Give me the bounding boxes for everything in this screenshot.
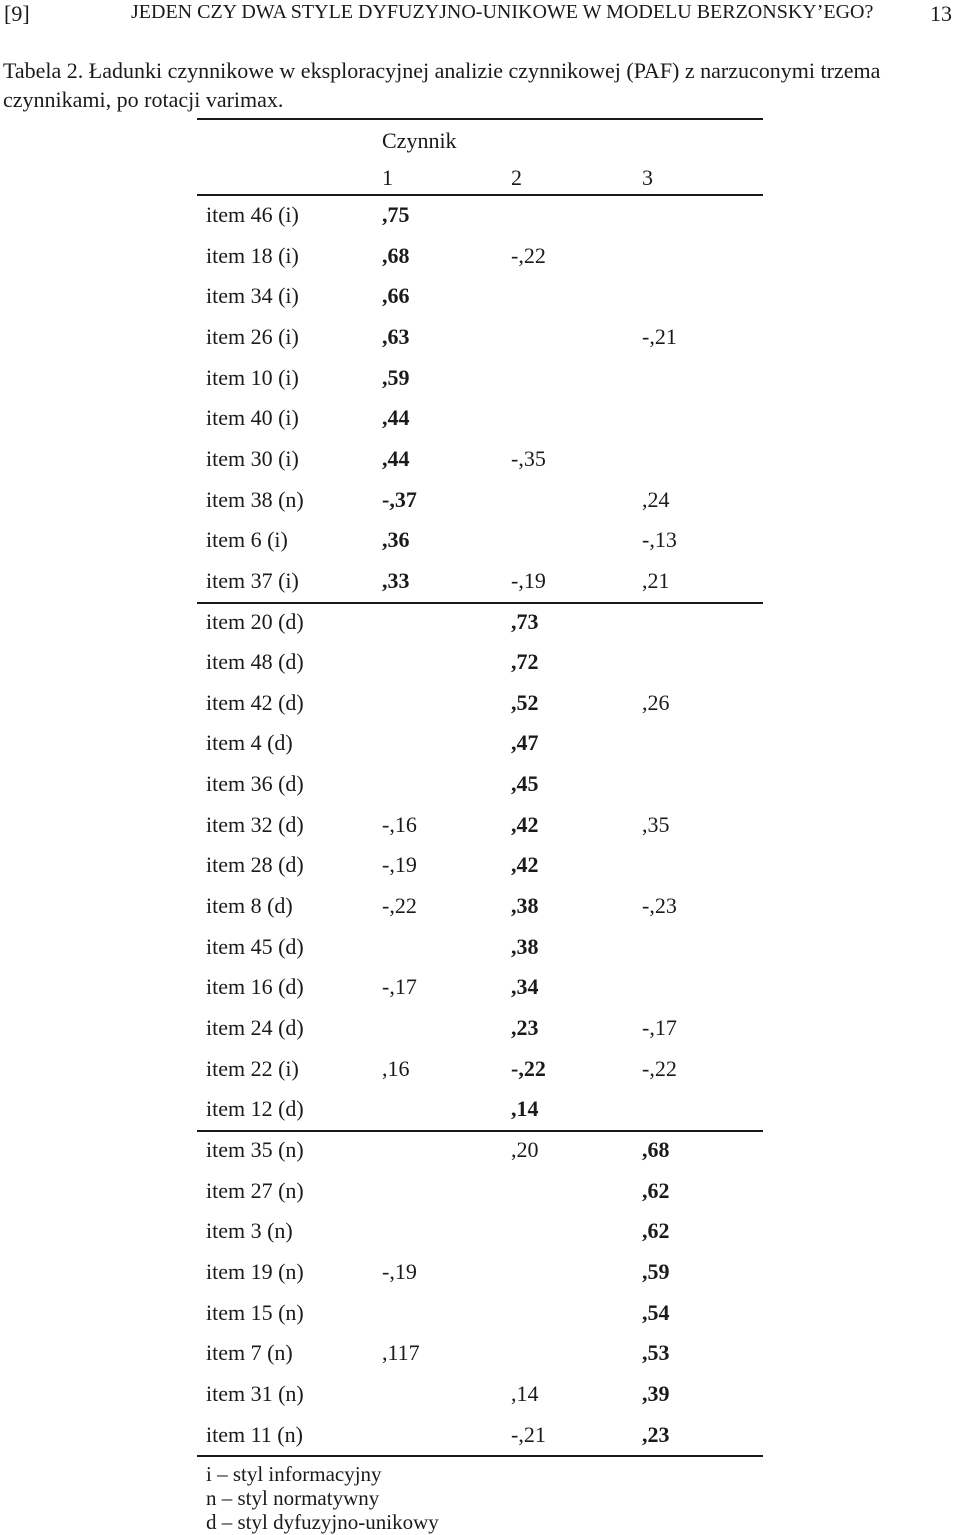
loading-factor-2: ,38 — [511, 934, 539, 959]
loading-factor-1: -,17 — [382, 974, 417, 999]
row-label: item 35 (n) — [206, 1137, 304, 1162]
table-caption: Tabela 2. Ładunki czynnikowe w eksploracyjnej analizie czynnikowej (PAF) z narzuconymi trzema czynnikami, po rotacji varimax. — [3, 58, 881, 112]
loading-factor-3: -,23 — [642, 893, 677, 918]
loading-factor-2: ,42 — [511, 852, 539, 877]
row-label: item 26 (i) — [206, 324, 299, 349]
row-label: item 16 (d) — [206, 974, 304, 999]
column-header-1: 1 — [382, 165, 393, 190]
row-label: item 6 (i) — [206, 527, 288, 552]
row-label: item 7 (n) — [206, 1340, 293, 1365]
loading-factor-3: ,53 — [642, 1340, 670, 1365]
row-label: item 46 (i) — [206, 202, 299, 227]
loading-factor-3: ,24 — [642, 487, 670, 512]
loading-factor-2: -,19 — [511, 568, 546, 593]
row-label: item 45 (d) — [206, 934, 304, 959]
group-header: Czynnik — [382, 128, 457, 153]
row-label: item 19 (n) — [206, 1259, 304, 1284]
row-label: item 3 (n) — [206, 1218, 293, 1243]
page-number: 13 — [930, 1, 952, 26]
loading-factor-3: ,59 — [642, 1259, 670, 1284]
row-label: item 38 (n) — [206, 487, 304, 512]
loading-factor-3: ,62 — [642, 1178, 670, 1203]
loading-factor-3: -,21 — [642, 324, 677, 349]
legend-item-i: i – styl informacyjny — [206, 1462, 382, 1486]
row-label: item 36 (d) — [206, 771, 304, 796]
loading-factor-2: -,22 — [511, 243, 546, 268]
loading-factor-1: -,22 — [382, 893, 417, 918]
column-header-3: 3 — [642, 165, 653, 190]
row-label: item 37 (i) — [206, 568, 299, 593]
loading-factor-1: ,63 — [382, 324, 410, 349]
loading-factor-2: ,14 — [511, 1381, 539, 1406]
loading-factor-1: ,44 — [382, 446, 410, 471]
loading-factor-2: ,45 — [511, 771, 539, 796]
loading-factor-3: ,62 — [642, 1218, 670, 1243]
row-label: item 11 (n) — [206, 1422, 303, 1447]
loading-factor-2: ,38 — [511, 893, 539, 918]
loading-factor-1: ,68 — [382, 243, 410, 268]
loading-factor-1: ,66 — [382, 283, 410, 308]
loading-factor-3: ,26 — [642, 690, 670, 715]
loading-factor-2: ,47 — [511, 730, 539, 755]
loading-factor-2: -,35 — [511, 446, 546, 471]
loading-factor-1: -,19 — [382, 852, 417, 877]
loading-factor-1: ,44 — [382, 405, 410, 430]
row-label: item 8 (d) — [206, 893, 293, 918]
table-bottom-rule — [197, 1455, 763, 1457]
row-label: item 34 (i) — [206, 283, 299, 308]
loading-factor-3: ,21 — [642, 568, 670, 593]
loading-factor-3: -,17 — [642, 1015, 677, 1040]
legend-item-n: n – styl normatywny — [206, 1486, 380, 1510]
loading-factor-1: -,37 — [382, 487, 417, 512]
row-label: item 18 (i) — [206, 243, 299, 268]
loading-factor-2: ,52 — [511, 690, 539, 715]
loading-factor-3: ,54 — [642, 1300, 670, 1325]
loading-factor-3: ,35 — [642, 812, 670, 837]
row-label: item 10 (i) — [206, 365, 299, 390]
column-header-2: 2 — [511, 165, 522, 190]
row-label: item 24 (d) — [206, 1015, 304, 1040]
page-header — [0, 0, 960, 30]
header-rule — [197, 194, 763, 196]
loading-factor-2: ,14 — [511, 1096, 539, 1121]
row-label: item 40 (i) — [206, 405, 299, 430]
loading-factor-2: ,34 — [511, 974, 539, 999]
loading-factor-1: ,16 — [382, 1056, 410, 1081]
row-label: item 12 (d) — [206, 1096, 304, 1121]
row-label: item 28 (d) — [206, 852, 304, 877]
row-label: item 48 (d) — [206, 649, 304, 674]
row-label: item 30 (i) — [206, 446, 299, 471]
row-label: item 15 (n) — [206, 1300, 304, 1325]
row-label: item 32 (d) — [206, 812, 304, 837]
loading-factor-3: ,23 — [642, 1422, 670, 1447]
loading-factor-2: ,72 — [511, 649, 539, 674]
loading-factor-3: -,13 — [642, 527, 677, 552]
group-separator-rule — [197, 1130, 763, 1132]
loading-factor-1: ,33 — [382, 568, 410, 593]
loading-factor-3: -,22 — [642, 1056, 677, 1081]
loading-factor-2: ,42 — [511, 812, 539, 837]
row-label: item 42 (d) — [206, 690, 304, 715]
loading-factor-1: -,19 — [382, 1259, 417, 1284]
loading-factor-1: ,36 — [382, 527, 410, 552]
loading-factor-2: -,21 — [511, 1422, 546, 1447]
row-label: item 27 (n) — [206, 1178, 304, 1203]
loading-factor-1: -,16 — [382, 812, 417, 837]
row-label: item 20 (d) — [206, 609, 304, 634]
loading-factor-2: ,20 — [511, 1137, 539, 1162]
loading-factor-3: ,68 — [642, 1137, 670, 1162]
legend-item-d: d – styl dyfuzyjno-unikowy — [206, 1510, 439, 1534]
page-reference: [9] — [4, 1, 30, 26]
loading-factor-1: ,117 — [382, 1340, 420, 1365]
row-label: item 31 (n) — [206, 1381, 304, 1406]
loading-factor-2: -,22 — [511, 1056, 546, 1081]
loading-factor-2: ,23 — [511, 1015, 539, 1040]
table-top-rule — [197, 118, 763, 120]
loading-factor-3: ,39 — [642, 1381, 670, 1406]
loading-factor-1: ,59 — [382, 365, 410, 390]
loading-factor-1: ,75 — [382, 202, 410, 227]
row-label: item 22 (i) — [206, 1056, 299, 1081]
group-separator-rule — [197, 602, 763, 604]
legend — [206, 1462, 439, 1534]
loading-factor-2: ,73 — [511, 609, 539, 634]
row-label: item 4 (d) — [206, 730, 293, 755]
running-title: JEDEN CZY DWA STYLE DYFUZYJNO-UNIKOWE W MODELU BERZONSKY’EGO? — [131, 1, 874, 23]
